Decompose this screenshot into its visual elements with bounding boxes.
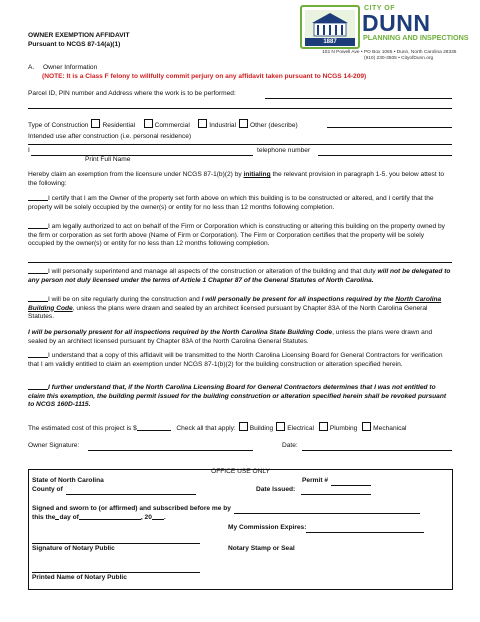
intended-use-line[interactable]	[28, 144, 452, 145]
provision-4-text-c: North Carolina Building Code	[28, 296, 442, 312]
industrial-label: Industrial	[209, 122, 237, 129]
other-describe-line[interactable]	[327, 127, 452, 128]
provision-4	[28, 296, 452, 322]
mechanical-label: Mechanical	[373, 425, 407, 432]
provision-4-text-d: , unless the plans were drawn and sealed by an architect licensed pursuant by Chapter 83A of the North Carolina General Statutes.	[28, 304, 428, 321]
commercial-label: Commercial	[154, 122, 190, 129]
provision-4-text-a: I will be on site regularly during the construction and	[48, 296, 202, 303]
telephone-label: telephone number	[257, 147, 311, 154]
form-title: OWNER EXEMPTION AFFIDAVIT	[28, 32, 130, 39]
this-the-row: this the day of , 20 .	[32, 514, 166, 521]
logo-contact: (910) 230-3505 • CityofDunn.org	[364, 56, 434, 61]
full-name-line[interactable]	[31, 155, 253, 156]
cost-row	[28, 422, 407, 434]
provision-6-text: I understand that a copy of this affidavit will be transmitted to the North Carolina Licensing Board for General Contractors for verification that I am validly entitled to claim an exemption under NCGS 87-1(b)(2) for the building construction or alteration specified herein.	[28, 352, 443, 368]
owner-signature-line[interactable]	[88, 450, 253, 451]
parcel-input-line-2[interactable]	[28, 108, 452, 109]
date-issued-line[interactable]	[301, 494, 371, 495]
owner-signature-label: Owner Signature:	[28, 442, 80, 449]
city-seal-logo	[300, 5, 360, 49]
section-a-label: A.	[28, 64, 35, 71]
residential-checkbox[interactable]	[91, 119, 100, 128]
initial-blank-3[interactable]	[28, 273, 48, 274]
sworn-name-line[interactable]	[234, 513, 420, 514]
logo-department: PLANNING AND INSPECTIONS	[363, 33, 469, 42]
check-all-label: Check all that apply:	[176, 425, 236, 432]
provision-5-text-b: , unless the plans were drawn and sealed by an architect licensed pursuant by Chapter 83A of the North Carolina General Statutes.	[28, 329, 433, 345]
cost-label: The estimated cost of this project is $	[28, 425, 137, 432]
initial-blank-6[interactable]	[28, 357, 48, 358]
other-checkbox[interactable]	[239, 119, 248, 128]
plumbing-checkbox[interactable]	[319, 422, 328, 431]
initial-blank-4[interactable]	[28, 301, 48, 302]
county-line[interactable]	[66, 494, 196, 495]
logo-address: 102 N Powell Ave • PO Box 1065 • Dunn, North Carolina 28335	[322, 50, 457, 55]
i-label: I	[28, 147, 30, 154]
form-subtitle: Pursuant to NCGS 87-14(a)(1)	[28, 41, 121, 48]
notary-signature-line[interactable]	[32, 543, 200, 544]
provision-3	[28, 268, 452, 285]
building-checkbox[interactable]	[239, 422, 248, 431]
construction-type-label: Type of Construction	[28, 122, 89, 129]
other-label: Other (describe)	[250, 122, 298, 129]
logo-year: 1887	[323, 39, 337, 45]
sworn-label: Signed and sworn to (or affirmed) and subscribed before me by	[32, 505, 231, 512]
industrial-checkbox[interactable]	[198, 119, 207, 128]
initial-blank-2[interactable]	[28, 228, 48, 229]
year-blank[interactable]	[152, 519, 164, 520]
logo-city-of: CITY OF	[364, 5, 395, 12]
provision-6	[28, 352, 452, 369]
notary-printed-name-label: Printed Name of Notary Public	[32, 574, 127, 581]
print-name-label: Print Full Name	[85, 156, 131, 163]
provision-7	[28, 384, 452, 410]
this-the-label: this the	[32, 514, 56, 521]
building-label: Building	[249, 425, 274, 432]
permit-label: Permit #	[302, 477, 329, 484]
day-of-label: day of	[59, 514, 79, 521]
construction-type-row	[28, 119, 298, 131]
cost-input[interactable]	[137, 430, 171, 431]
notary-printed-name-line[interactable]	[32, 572, 200, 573]
notary-signature-label: Signature of Notary Public	[32, 545, 115, 552]
provision-2-text: I am legally authorized to act on behalf of the Firm or Corporation which is constructing or altering this building on the property owned by the firm or corporation as set forth above (Name of Firm or Corporation). The Firm or Corporation certifies that the property will be solely occupied by the owner(s) or entity for no less than 12 months following completion.	[28, 223, 445, 248]
office-use-title: OFFICE USE ONLY	[211, 468, 270, 475]
provision-5	[28, 329, 452, 346]
residential-label: Residential	[102, 122, 136, 129]
commission-label: My Commission Expires:	[228, 524, 307, 531]
provision-2	[28, 223, 452, 249]
separator-line	[28, 262, 452, 263]
permit-line[interactable]	[331, 485, 371, 486]
intro-paragraph	[28, 171, 452, 188]
perjury-note: (NOTE: It is a Class F felony to willfully commit perjury on any affidavit taken pursuant to NCGS 14-209)	[42, 73, 367, 80]
intro-text-c: the relevant provision in paragraph 1-5. you below attest to the following:	[28, 171, 444, 187]
provision-7-text: I further understand that, if the North Carolina Licensing Board for General Contractors determines that I was not entitled to claim this exemption, the building permit issued for the building construction or alteration specified herein shall be revoked pursuant to NCGS 160D-1115.	[28, 384, 447, 409]
electrical-label: Electrical	[287, 425, 314, 432]
commercial-checkbox[interactable]	[144, 119, 153, 128]
state-label: State of North Carolina	[32, 477, 104, 484]
year-prefix: 20	[144, 514, 152, 521]
provision-4-text-b: I will personally be present for all inspections required by the	[201, 296, 396, 303]
notary-stamp-label: Notary Stamp or Seal	[228, 545, 295, 552]
provision-1	[28, 195, 452, 212]
initial-blank-1[interactable]	[28, 200, 48, 201]
date-line[interactable]	[302, 450, 452, 451]
initial-blank-7[interactable]	[28, 389, 48, 390]
provision-3-text-b: will not be delegated to any person not duly licensed under the terms of Article 1 Chapter 87 of the General Statutes of North Carolina.	[28, 268, 451, 284]
plumbing-label: Plumbing	[329, 425, 358, 432]
electrical-checkbox[interactable]	[276, 422, 285, 431]
date-issued-label: Date Issued:	[256, 486, 296, 493]
telephone-line[interactable]	[318, 155, 452, 156]
parcel-input-line[interactable]	[265, 98, 452, 99]
logo-city-name: DUNN	[362, 10, 431, 36]
section-a-heading: Owner Information	[43, 64, 98, 71]
provision-3-text-a: I will personally superintend and manage all aspects of the construction or alteration of the building and that duty	[48, 268, 378, 275]
month-blank[interactable]	[79, 519, 141, 520]
intended-use-label: Intended use after construction (i.e. personal residence)	[28, 133, 192, 140]
commission-line[interactable]	[306, 532, 424, 533]
county-label: County of	[32, 486, 63, 493]
intro-text-a: Hereby claim an exemption from the licensure under NCGS 87-1(b)(2) by	[28, 171, 244, 178]
date-label: Date:	[282, 442, 298, 449]
mechanical-checkbox[interactable]	[362, 422, 371, 431]
parcel-label: Parcel ID, PIN number and Address where the work is to be performed:	[28, 90, 236, 97]
provision-5-text-a: I will be personally present for all inspections required by the North Carolina State Building Code	[28, 329, 333, 336]
intro-initialing: initialing	[243, 171, 271, 178]
provision-1-text: I certify that I am the Owner of the property set forth above on which this building is to be constructed or altered, and I certify that the property will be solely occupied by the owner(s) or entity for no less than 12 months following completion.	[28, 195, 434, 211]
